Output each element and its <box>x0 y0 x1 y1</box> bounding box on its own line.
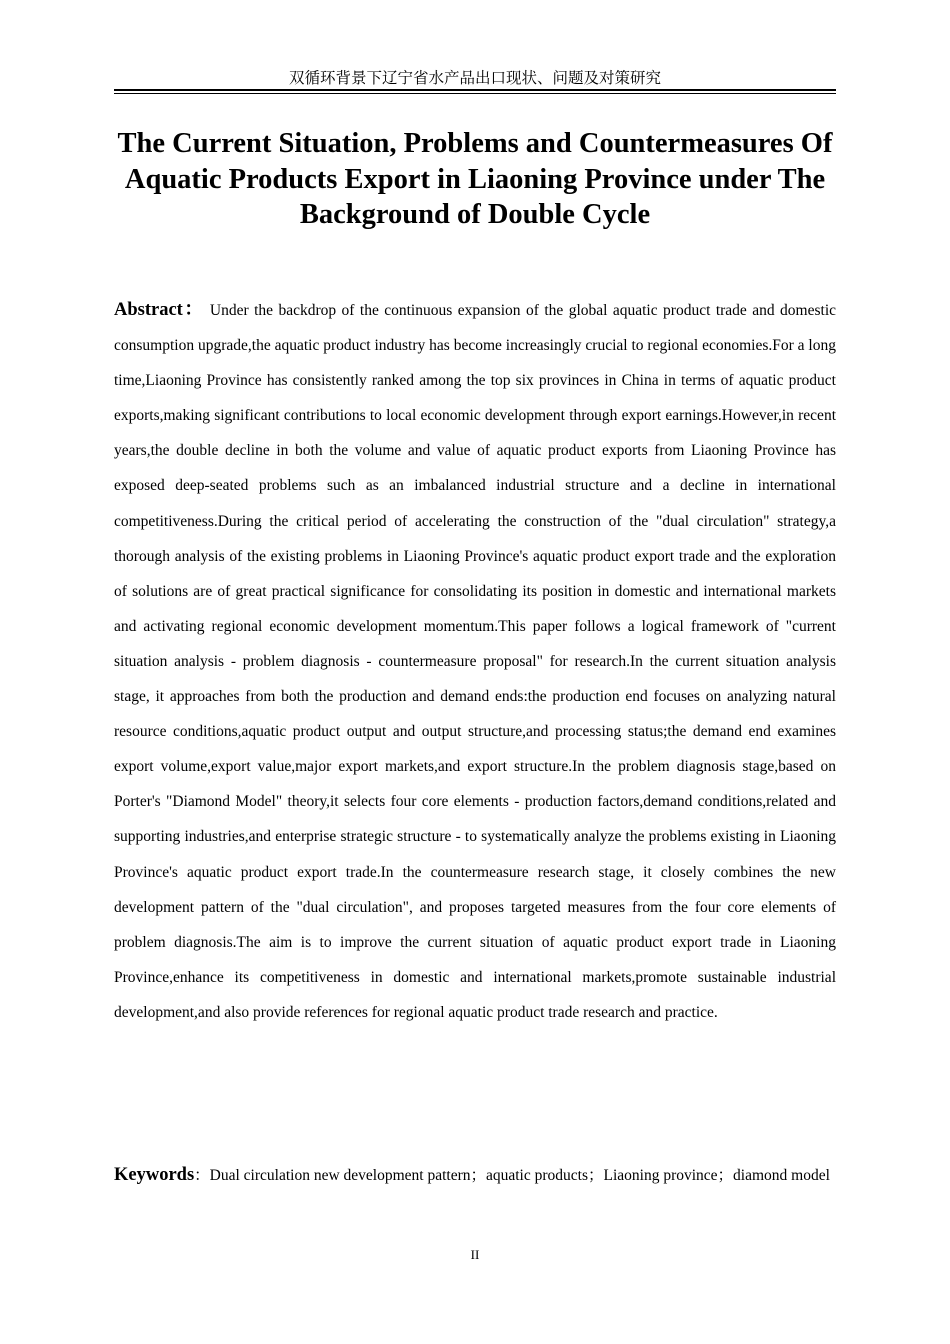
abstract-paragraph <box>114 293 836 1030</box>
document-page <box>114 0 836 1344</box>
abstract-label: Abstract： <box>114 300 205 320</box>
abstract-text: Under the backdrop of the continuous expansion of the global aquatic product trade and domestic consumption upgrade,the aquatic product industry has become increasingly crucial to regional economies.For a long time,Liaoning Province has consistently ranked among the top six provinces in China in terms of aquatic product exports,making significant contributions to local economic development through export earnings.However,in recent years,the double decline in both the volume and value of aquatic product exports from Liaoning Province has exposed deep-seated problems such as an imbalanced industrial structure and a decline in international competitiveness.During the critical period of accelerating the construction of the "dual circulation" strategy,a thorough analysis of the existing problems in Liaoning Province's aquatic product export trade and the exploration of solutions are of great practical significance for consolidating its position in domestic and international markets and activating regional economic development momentum.This paper follows a logical framework of "current situation analysis - problem diagnosis - countermeasure proposal" for research.In the current situation analysis stage, it approaches from both the production and demand ends:the production end focuses on analyzing natural resource conditions,aquatic product output and output structure,and processing status;the demand end examines export volume,export value,major export markets,and export structure.In the problem diagnosis stage,based on Porter's "Diamond Model" theory,it selects four core elements - production factors,demand conditions,related and supporting industries,and enterprise strategic structure - to systematically analyze the problems existing in Liaoning Province's aquatic product export trade.In the countermeasure research stage, it closely combines the new development pattern of the "dual circulation", and proposes targeted measures from the four core elements of problem diagnosis.The aim is to improve the current situation of aquatic product export trade in Liaoning Province,enhance its competitiveness in domestic and international markets,promote sustainable industrial development,and also provide references for regional aquatic product trade research and practice. <box>114 302 837 1021</box>
paper-title: The Current Situation, Problems and Countermeasures Of Aquatic Products Export in Liaoning Province under The Background of Double Cycle <box>117 128 833 230</box>
keywords-label: Keywords <box>114 1165 195 1185</box>
keywords-text: ：Dual circulation new development pattern；aquatic products；Liaoning province；diamond model <box>194 1167 830 1184</box>
page-number: II <box>470 1247 480 1262</box>
header-double-rule <box>114 89 836 94</box>
running-header: 双循环背景下辽宁省水产品出口现状、问题及对策研究 <box>288 69 661 87</box>
keywords-paragraph <box>114 1158 836 1193</box>
